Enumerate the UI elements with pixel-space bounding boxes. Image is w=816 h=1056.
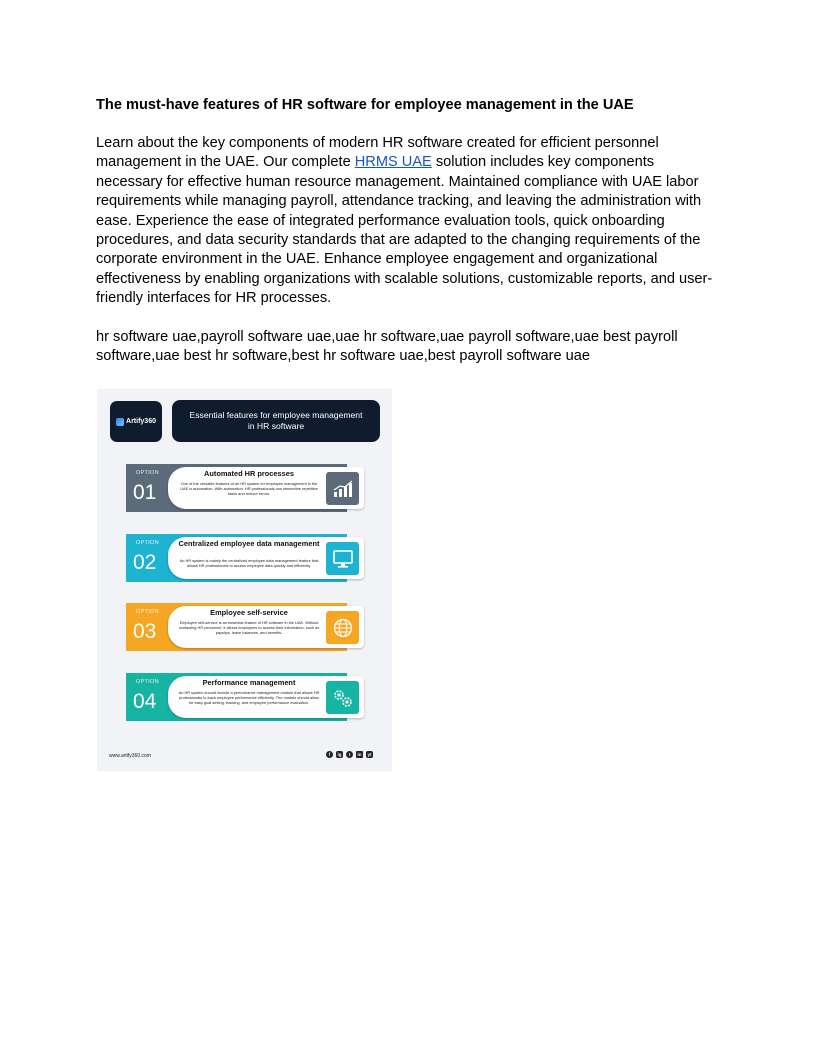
- document-body: [96, 96, 720, 366]
- keywords-paragraph: hr software uae,payroll software uae,uae hr software,uae payroll software,uae best payroll software,uae best hr software,best hr software uae,best payroll software uae: [96, 328, 678, 365]
- option-number: 01: [133, 481, 157, 504]
- option-content: [168, 676, 364, 718]
- gears-icon: [326, 681, 359, 714]
- option-02-card: [126, 534, 364, 582]
- logo-mark-icon: [116, 418, 124, 426]
- option-label: OPTION: [136, 470, 159, 476]
- intro-text-start: Learn about the key components of modern HR software created for efficient personnel management in the UAE. Our complete: [96, 135, 659, 171]
- social-icons: [326, 751, 373, 758]
- footer-url: www.artify360.com: [109, 753, 151, 759]
- option-description: Employee self-service is an essential feature of HR software in the UAE. Without contacting HR personnel, it allows employees to access their information, such as payslips, leave balances, and benefits.: [178, 620, 320, 635]
- twitter-icon: t: [346, 751, 353, 758]
- option-content: [168, 467, 364, 509]
- option-heading: Employee self-service: [210, 608, 288, 617]
- option-03-card: [126, 603, 364, 651]
- option-label: OPTION: [136, 679, 159, 685]
- document-title: The must-have features of HR software for employee management in the UAE: [96, 97, 634, 113]
- option-heading: Performance management: [202, 678, 296, 687]
- option-description: One of the versatile features of an HR system for employee management in the UAE is automation. With automation, HR professionals can streamline repetitive tasks and reduce errors.: [180, 481, 318, 496]
- option-04-card: [126, 673, 364, 721]
- option-content: [168, 606, 364, 648]
- hrms-uae-link[interactable]: HRMS UAE: [354, 154, 432, 171]
- intro-text-end: solution includes key components necessary for effective human resource management. Maintained compliance with UAE labor requirements while managing payroll, attendance tracking, and leaving the administration with ease. Experience the ease of integrated performance evaluation tools, quick onboarding procedures, and data security standards that are adapted to the changing requirements of the corporate environment in the UAE. Enhance employee engagement and organizational effectiveness by enabling organizations with scalable solutions, customizable reports, and user-friendly interfaces for HR processes.: [96, 154, 713, 307]
- infographic-title: Essential features for employee management in HR software: [172, 400, 380, 442]
- option-number: 02: [133, 551, 157, 574]
- option-label: OPTION: [136, 540, 159, 546]
- artify360-logo: [110, 401, 162, 442]
- logo-text: Artify360: [126, 418, 156, 425]
- option-number: 03: [133, 620, 157, 643]
- intro-paragraph: [96, 134, 720, 309]
- option-content: [168, 537, 364, 579]
- option-heading: Automated HR processes: [204, 469, 294, 478]
- option-01-card: [126, 464, 364, 512]
- youtube-icon: yt: [367, 752, 372, 757]
- option-description: An HR system should include a performance management module that allows HR professionals to track employee performance efficiently. The module should allow for easy goal setting, tracking, and employee performance evaluation.: [178, 690, 320, 705]
- globe-icon: [326, 611, 359, 644]
- infographic-image: [97, 389, 392, 771]
- option-label: OPTION: [136, 609, 159, 615]
- facebook-icon: f: [326, 751, 333, 758]
- option-heading: Centralized employee data management: [178, 539, 320, 548]
- option-number: 04: [133, 690, 157, 713]
- option-description: An HR system is mainly the centralized employee data management feature that allows HR professionals to access employee data quickly and efficiently.: [179, 558, 319, 568]
- linkedin-icon: in: [357, 752, 362, 757]
- instagram-icon: ig: [337, 752, 342, 757]
- chart-icon: [326, 472, 359, 505]
- monitor-icon: [326, 542, 359, 575]
